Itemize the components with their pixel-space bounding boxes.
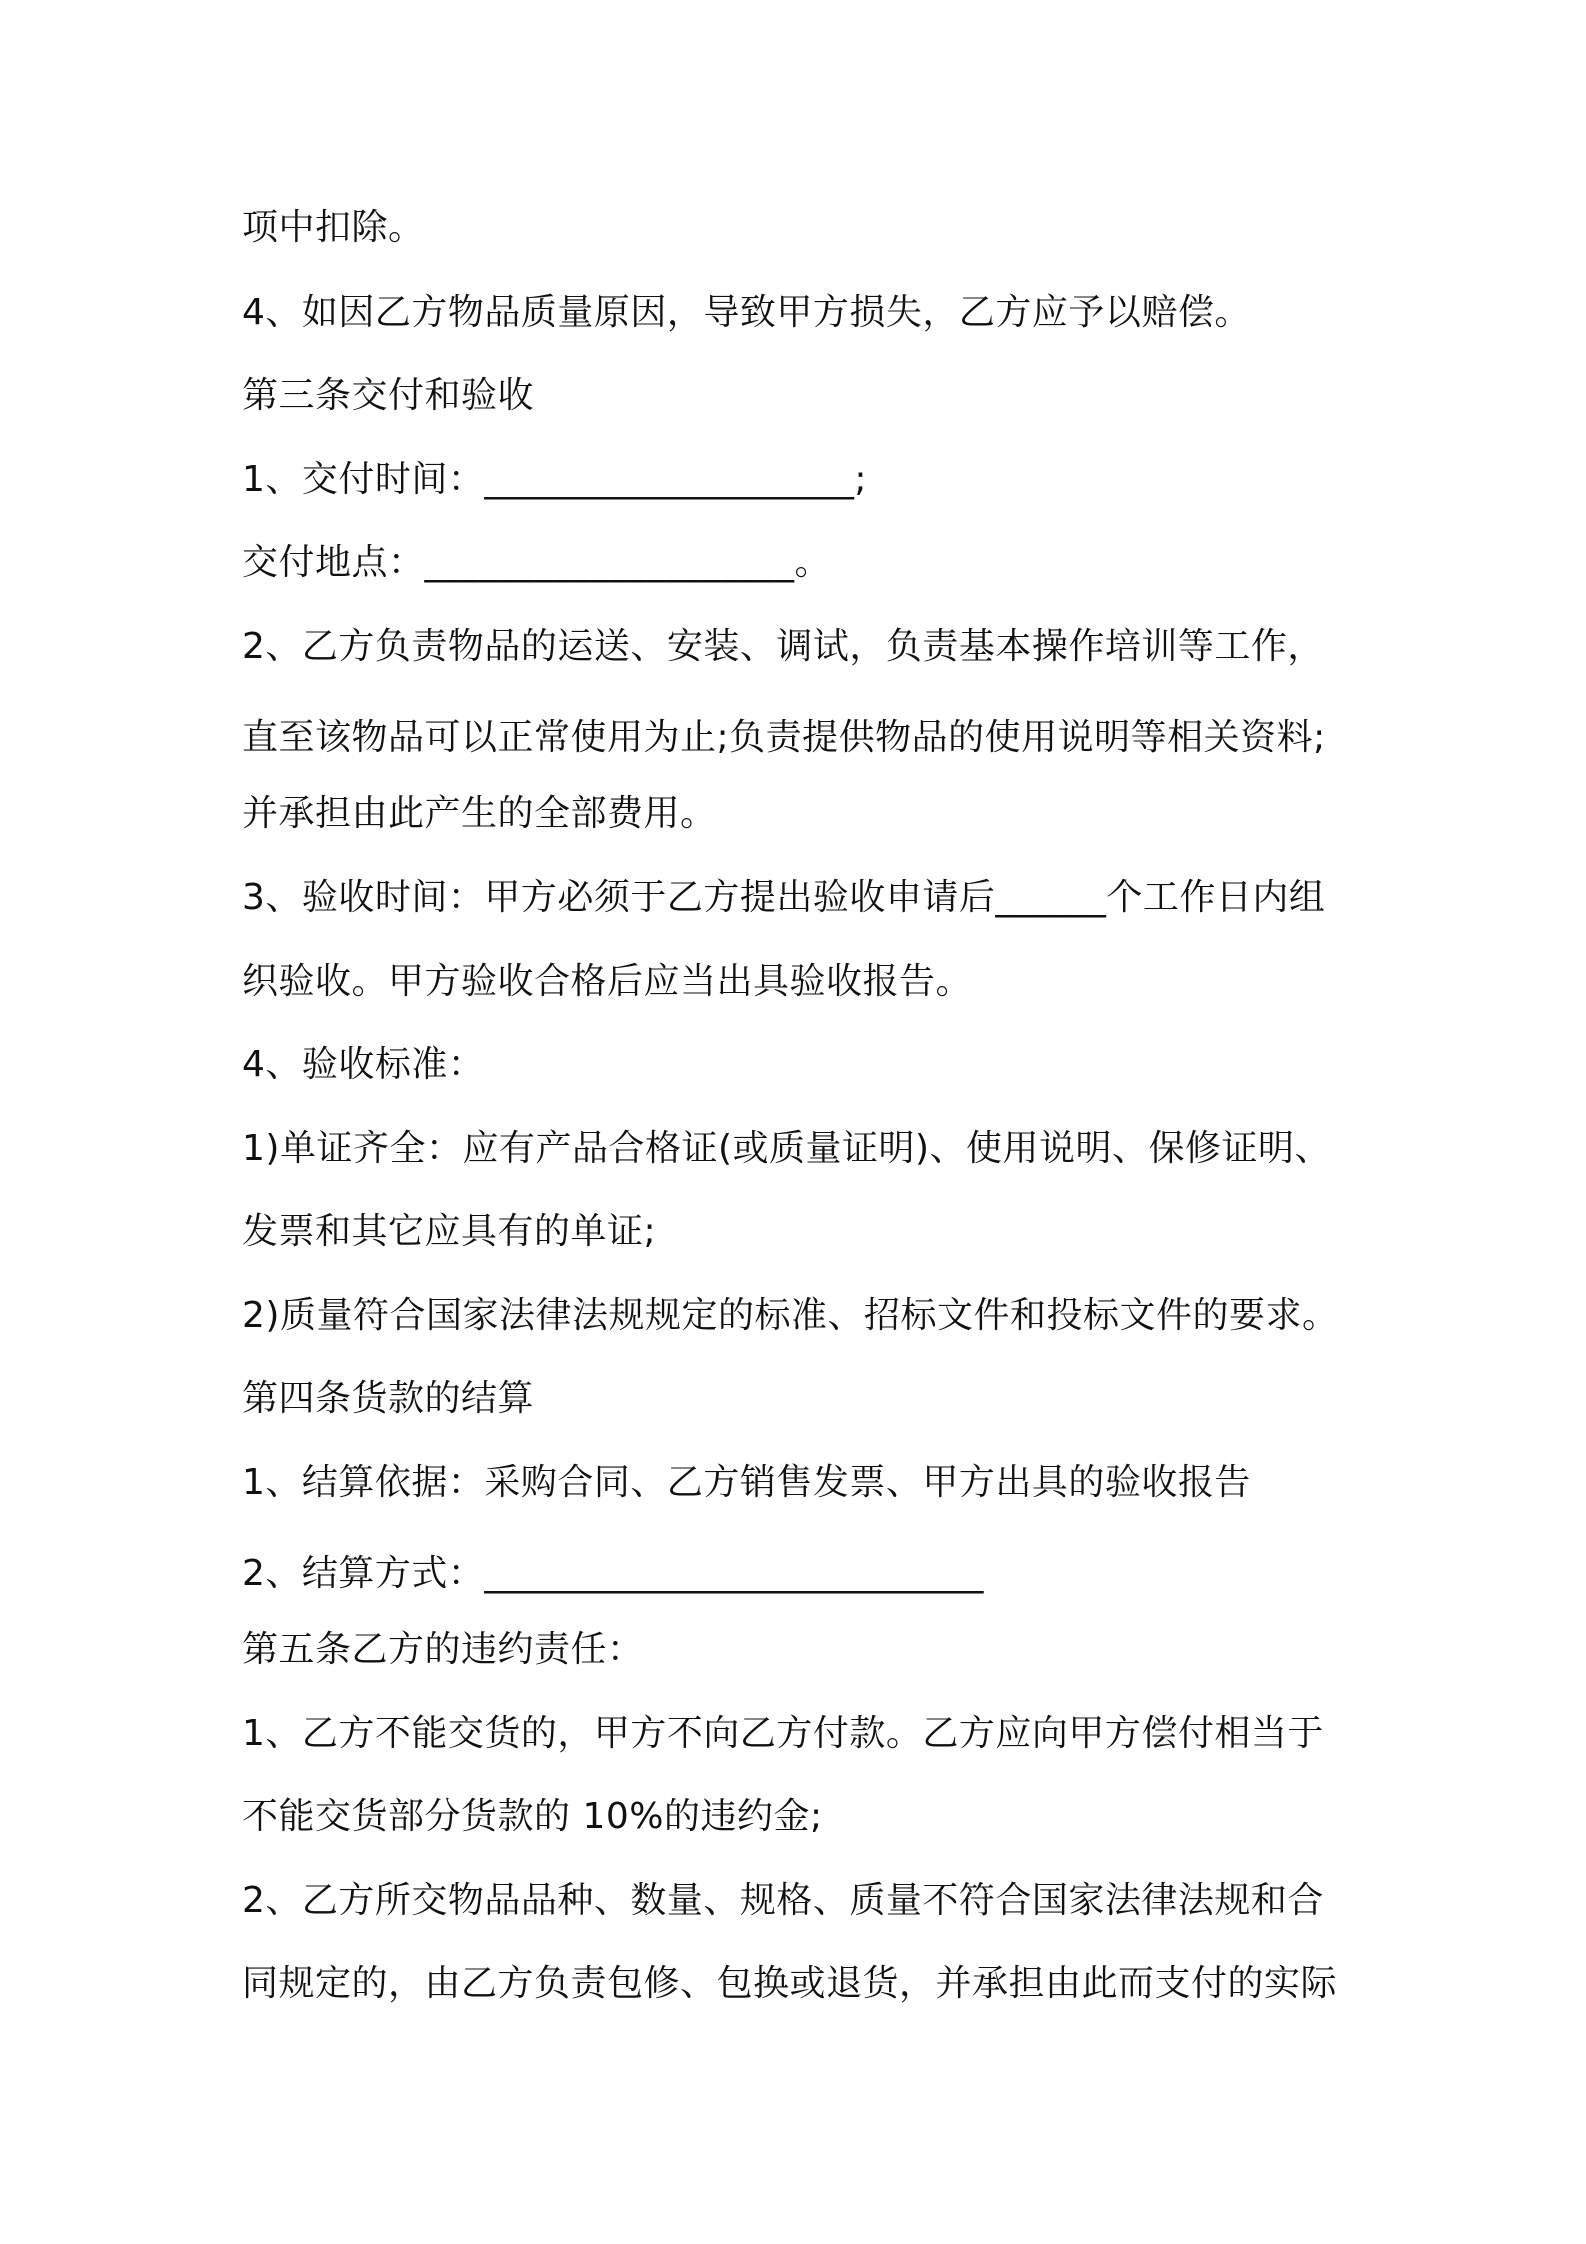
text-line-7: 直至该物品可以正常使用为止;负责提供物品的使用说明等相关资料; [242,717,1326,758]
text-line-5: 交付地点：____________________。 [242,542,832,583]
text-line-2: 4、如因乙方物品质量原因，导致甲方损失，乙方应予以赔偿。 [242,292,1251,333]
text-line-4: 1、交付时间：____________________; [242,459,868,500]
section-heading-4: 第四条货款的结算 [242,1378,535,1419]
text-line-10: 织验收。甲方验收合格后应当出具验收报告。 [242,961,973,1002]
text-line-13: 发票和其它应具有的单证; [242,1211,657,1252]
text-line-22: 同规定的，由乙方负责包修、包换或退货，并承担由此而支付的实际 [242,1963,1338,2004]
text-line-19: 1、乙方不能交货的，甲方不向乙方付款。乙方应向甲方偿付相当于 [242,1713,1324,1754]
text-line-14: 2)质量符合国家法律法规规定的标准、招标文件和投标文件的要求。 [242,1295,1339,1336]
text-line-20: 不能交货部分货款的 10%的违约金; [242,1796,823,1837]
text-line-17: 2、结算方式：___________________________ [242,1553,984,1594]
text-line-11: 4、验收标准： [242,1044,485,1085]
text-line-8: 并承担由此产生的全部费用。 [242,793,717,834]
text-line-6: 2、乙方负责物品的运送、安装、调试，负责基本操作培训等工作， [242,626,1324,667]
text-line-12: 1)单证齐全：应有产品合格证(或质量证明)、使用说明、保修证明、 [242,1128,1332,1169]
text-line-16: 1、结算依据：采购合同、乙方销售发票、甲方出具的验收报告 [242,1462,1251,1503]
text-line-21: 2、乙方所交物品品种、数量、规格、质量不符合国家法律法规和合 [242,1880,1324,1921]
section-heading-3: 第三条交付和验收 [242,375,535,416]
section-heading-5: 第五条乙方的违约责任： [242,1629,644,1670]
text-line-9: 3、验收时间：甲方必须于乙方提出验收申请后______个工作日内组 [242,877,1326,918]
text-line-1: 项中扣除。 [242,207,425,248]
